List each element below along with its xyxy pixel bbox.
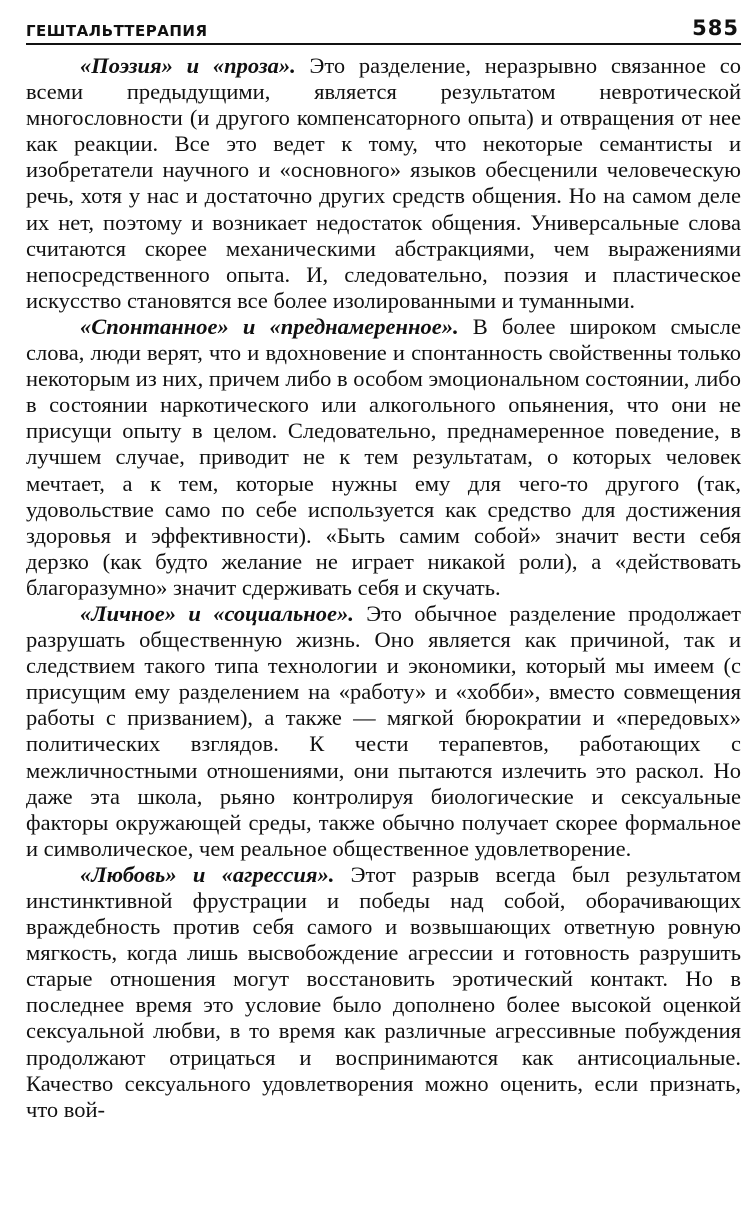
paragraph-text: Этот разрыв всегда был результатом инстинктивной фрустрации и победы над собой, оборачивающих враждебность против себя самого и возвышающих ответную ровную мягкость, когда лишь высвобождение агрессии и готовность разрушить старые отношения могут восстановить эротический контакт. Но в последнее время это условие было дополнено более высокой оценкой сексуальной любви, в то время как различные агрессивные побуждения продолжают отрицаться и воспринимаются как антисоциальные. Качество сексуального удовлетворения можно оценить, если признать, что вой- xyxy=(26,861,741,1122)
paragraph-text: В более широком смысле слова, люди верят, что и вдохновение и спонтанность свойственны только некоторым из них, причем либо в особом эмоциональном состоянии, либо в состоянии наркотического или алкогольного опьянения, что они не присущи опыту в целом. Следовательно, преднамеренное поведение, в лучшем случае, приводит не к тем результатам, о которых человек мечтает, а к тем, которые нужны ему для чего-то другого (так, удовольствие само по себе используется как средство для достижения здоровья и эффективности). «Быть самим собой» значит вести себя дерзко (как будто желание не играет никакой роли), а «действовать благоразумно» значит сдерживать себя и скучать. xyxy=(26,313,741,600)
paragraph-love-aggression xyxy=(26,862,741,1123)
body-text xyxy=(26,53,741,1123)
term-heading: «Личное» и «социальное». xyxy=(80,600,354,626)
running-header xyxy=(26,14,741,45)
term-heading: «Любовь» и «агрессия». xyxy=(80,861,335,887)
term-heading: «Поэзия» и «проза». xyxy=(80,53,296,78)
page-number: 585 xyxy=(692,16,739,40)
running-title: ГЕШТАЛЬТТЕРАПИЯ xyxy=(26,22,208,40)
paragraph-text: Это обычное разделение продолжает разрушать общественную жизнь. Оно является как причиной, так и следствием такого типа технологии и экономики, который мы имеем (с присущим ему разделением на «работу» и «хобби», вместо совмещения работы с призванием), а также — мягкой бюрократии и «передовых» политических взглядов. К чести терапевтов, работающих с межличностными отношениями, они пытаются излечить это раскол. Но даже эта школа, рьяно контролируя биологические и сексуальные факторы окружающей среды, также обычно получает скорее формальное и символическое, чем реальное общественное удовлетворение. xyxy=(26,600,742,861)
paragraph-text: Это разделение, неразрывно связанное со всеми предыдущими, является результатом невротической многословности (и другого компенсаторного опыта) и отвращения от нее как реакции. Все это ведет к тому, что некоторые семантисты и изобретатели научного и «основного» языков обесценили человеческую речь, хотя у нас и достаточно других средств общения. Но на самом деле их нет, поэтому и возникает недостаток общения. Универсальные слова считаются скорее механическими абстракциями, чем выражениями непосредственного опыта. И, следовательно, поэзия и пластическое искусство становятся все более изолированными и туманными. xyxy=(26,53,741,313)
paragraph-spontaneous-deliberate xyxy=(26,314,741,601)
paragraph-poetry-prose xyxy=(26,53,741,314)
term-heading: «Спонтанное» и «преднамеренное». xyxy=(80,313,459,339)
paragraph-personal-social xyxy=(26,601,741,862)
